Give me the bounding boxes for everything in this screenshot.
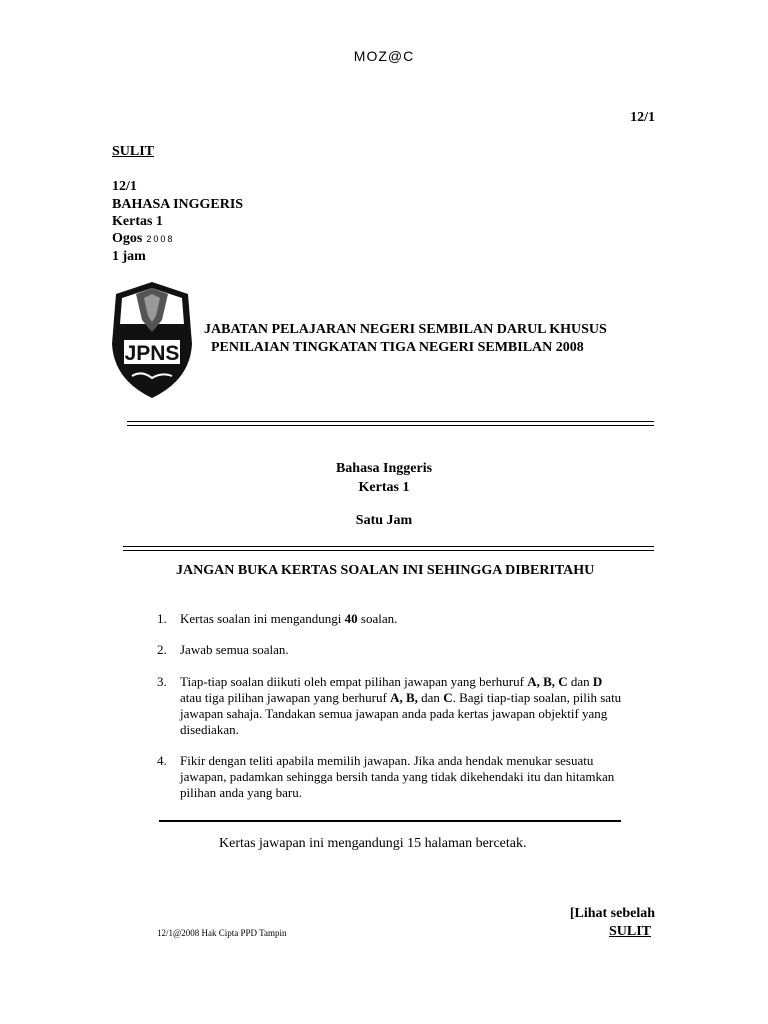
title-subject: Bahasa Inggeris: [335, 461, 433, 476]
instruction-1: [157, 611, 657, 627]
organization-line-1: JABATAN PELAJARAN NEGERI SEMBILAN DARUL KHUSUS: [204, 322, 607, 337]
divider-1a: [127, 421, 654, 422]
instruction-line: Tiap-tiap soalan diikuti oleh empat pilihan jawapan yang berhuruf A, B, C dan D: [180, 674, 603, 689]
instruction-number: 2.: [157, 642, 167, 657]
instruction-3: [157, 674, 657, 738]
divider-2a: [123, 546, 654, 547]
instruction-text: soalan.: [357, 611, 398, 626]
header-year: 2008: [146, 234, 175, 244]
instruction-4: [157, 753, 657, 801]
watermark-text: MOZ@C: [353, 48, 415, 64]
instruction-number: 4.: [157, 753, 167, 768]
organization-line-2: PENILAIAN TINGKATAN TIGA NEGERI SEMBILAN 2008: [211, 340, 584, 355]
header-subject: BAHASA INGGERIS: [112, 197, 244, 212]
question-count: 40: [344, 611, 358, 626]
instruction-number: 3.: [157, 674, 167, 689]
instruction-number: 1.: [157, 611, 167, 626]
pages-note: Kertas jawapan ini mengandungi 15 halaman bercetak.: [219, 836, 527, 851]
warning-text: JANGAN BUKA KERTAS SOALAN INI SEHINGGA DIBERITAHU: [176, 563, 595, 578]
logo-text: JPNS: [124, 342, 180, 365]
title-duration: Satu Jam: [355, 513, 413, 528]
instruction-line: jawapan, padamkan sehingga bersih tanda yang tidak dikehendaki itu dan hitamkan: [180, 769, 615, 784]
instruction-line: atau tiga pilihan jawapan yang berhuruf A, B, dan C. Bagi tiap-tiap soalan, pilih satu: [180, 690, 622, 705]
header-paper: Kertas 1: [112, 214, 163, 229]
classification-top: SULIT: [112, 144, 155, 159]
instruction-text: Jawab semua soalan.: [180, 642, 289, 657]
see-next-page: [Lihat sebelah: [569, 906, 655, 921]
jpns-logo-icon: [106, 280, 198, 400]
instruction-text: Kertas soalan ini mengandungi: [180, 611, 345, 626]
instruction-line: disediakan.: [180, 722, 239, 737]
header-duration: 1 jam: [112, 249, 146, 264]
divider-2b: [123, 550, 654, 551]
instruction-2: [157, 642, 657, 658]
jpns-logo: [106, 280, 198, 400]
footer-copyright: 12/1@2008 Hak Cipta PPD Tampin: [157, 928, 287, 938]
classification-bottom: SULIT: [608, 924, 651, 939]
instruction-line: pilihan anda yang baru.: [180, 785, 303, 800]
instruction-line: Fikir dengan teliti apabila memilih jawapan. Jika anda hendak menukar sesuatu: [180, 753, 594, 768]
separator-line: [159, 820, 621, 822]
paper-code-top: 12/1: [630, 110, 655, 125]
title-paper: Kertas 1: [358, 480, 410, 495]
header-month: Ogos: [112, 231, 143, 246]
header-month-year: [112, 230, 174, 248]
divider-1b: [127, 425, 654, 426]
instruction-line: jawapan sahaja. Tandakan semua jawapan anda pada kertas jawapan objektif yang: [180, 706, 608, 721]
header-code: 12/1: [112, 179, 137, 194]
